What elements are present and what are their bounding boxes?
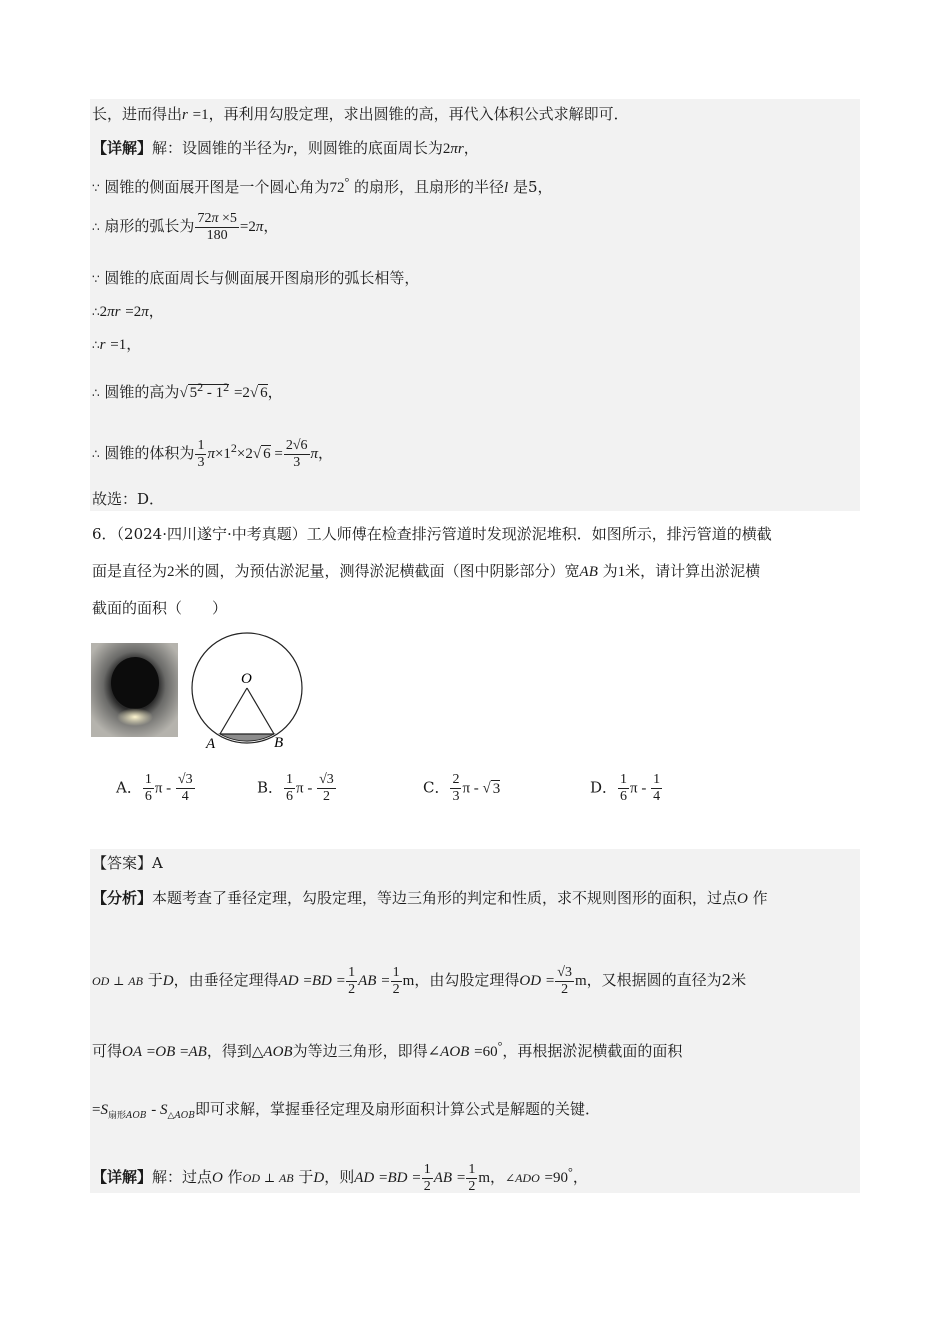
sol-line-4: ∴ 扇形的弧长为 $\frac{72\pi \times 5}{180}$ =2π， xyxy=(92,210,279,243)
circle-diagram xyxy=(186,630,311,755)
sol-line-3: ∵ 圆锥的侧面展开图是一个圆心角为72° 的扇形，且扇形的半径l 是5， xyxy=(92,175,553,196)
question-line-2: 面是直径为2米的圆，为预估淤泥量，测得淤泥横截面（图中阴影部分）宽AB 为1米，请计算出淤泥横 xyxy=(92,562,761,580)
analysis-line-3: 可得OA =OB =AB，得到△AOB为等边三角形，即得∠AOB =60°，再根据淤泥横截面的面积 xyxy=(92,1039,683,1060)
detail-line-1: 【详解】解：过点O 作OD ⊥ AB 于D，则AD =BD = $\frac{1}{2}$ AB = $\frac{1}{2}$ m，∠ADO =90°， xyxy=(92,1161,588,1194)
option-a[interactable]: A． $\frac{1}{6}$ π - $\frac{√3}{4}$ xyxy=(116,772,193,804)
option-d[interactable]: D． $\frac{1}{6}$ π - $\frac{1}{4}$ xyxy=(590,772,661,804)
analysis-line-2: OD ⊥ AB 于D，由垂径定理得AD =BD = $\frac{1}{2}$ AB = $\frac{1}{2}$ m，由勾股定理得OD = $\frac{√3}{2}$ m，又根据圆的直径为2米 xyxy=(92,964,747,997)
label-b: B xyxy=(274,735,284,751)
sol-line-10: 故选：D． xyxy=(92,490,165,508)
question-line-3: 截面的面积（ ） xyxy=(92,599,228,617)
sol-line-8: ∴ 圆锥的高为√ $5^2 - 1^2 =2√$ 6， xyxy=(92,380,283,401)
label-o: O xyxy=(241,671,252,687)
sol-line-2: 【详解】解：设圆锥的半径为r，则圆锥的底面周长为2πr， xyxy=(92,139,479,157)
analysis-line-4: $=S_{扇形AOB} - S_{\triangle AOB}$即可求解，掌握垂径定理及扇形面积计算公式是解题的关键． xyxy=(92,1100,600,1121)
option-c[interactable]: C． $\frac{2}{3}$ π - √ 3 xyxy=(423,772,501,804)
sol-line-6: ∴2πr =2π， xyxy=(92,302,164,320)
pipe-photo xyxy=(91,643,178,737)
answer-line: 【答案】A xyxy=(92,854,163,872)
option-b[interactable]: B． $\frac{1}{6}$ π - $\frac{√3}{2}$ xyxy=(257,772,334,804)
sol-line-9: ∴ 圆锥的体积为 $\frac{1}{3}$ $\pi\times 1^2\times 2√$ 6 = $\frac{2√6}{3}$ π， xyxy=(92,437,334,470)
analysis-line-1: 【分析】本题考查了垂径定理，勾股定理，等边三角形的判定和性质，求不规则图形的面积，过点O 作 xyxy=(92,889,768,907)
sol-line-1: 长，进而得出r =1，再利用勾股定理，求出圆锥的高，再代入体积公式求解即可． xyxy=(92,105,629,123)
label-a: A xyxy=(206,736,216,752)
sol-line-7: ∴r =1， xyxy=(92,335,142,353)
sol-line-5: ∵ 圆锥的底面周长与侧面展开图扇形的弧长相等， xyxy=(92,269,420,287)
question-line-1: 6．（2024·四川遂宁·中考真题）工人师傅在检查排污管道时发现淤泥堆积．如图所示，排污管道的横截 xyxy=(92,525,772,543)
